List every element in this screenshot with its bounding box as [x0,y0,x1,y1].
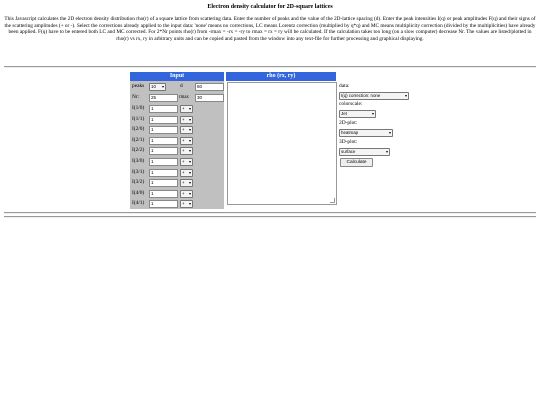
plot3d-select[interactable] [339,148,390,156]
peak-sign-value: + [182,106,185,111]
peak-intensity-input[interactable]: 1 [149,179,178,187]
peak-intensity-input[interactable]: 1 [149,147,178,155]
divider [4,216,536,218]
plot2d-value: heatmap [341,130,359,135]
plot2d-select[interactable] [339,129,393,137]
peak-intensity-input[interactable]: 1 [149,158,178,166]
plot3d-label: 3D-plot: [339,139,358,145]
nr-label: Nr: [132,94,140,100]
chevron-down-icon: ▾ [188,116,191,122]
plot3d-value: surface [341,149,356,154]
peak-sign-select[interactable] [180,137,193,145]
chevron-down-icon: ▾ [188,169,191,175]
peak-intensity-input[interactable]: 1 [149,137,178,145]
peak-label: I(1/1) [132,115,145,122]
chevron-down-icon: ▾ [188,159,191,164]
peak-intensity-input[interactable]: 1 [149,169,178,177]
chevron-down-icon: ▾ [188,137,191,143]
chevron-down-icon: ▾ [371,111,374,116]
divider [4,66,536,68]
nr-input[interactable]: 25 [149,94,178,102]
peaks-value: 10 [151,84,156,89]
resize-handle-icon[interactable] [330,198,335,203]
peak-sign-value: + [182,127,185,133]
rmax-label: rmax [179,95,189,100]
description: This Javascript calculates the 2D electron density distribution rho(r) of a square lattice from scattering data. Enter the number of peaks and the value of the 2D-lattice spacing (d). Enter the peak intensities I(q) or peak amplitudes F(q) and their signs of the scattering amplitudes (+ or -). Select the corrections already applied to the input data: 'none' means no corrections, LC means Lorentz correction (multiplied by q*q) and MC means multiplicity correction (divided by the multiplicities) have already been applied. F(q) have to be entered both LC and MC corrected. For 2*Nr points rho(r) from -rmax = -rx = -ry to rmax = rx = ry will be calculated. If the calculation takes too long (on a slow computer) decrease Nr. The values are listed/plotted in rho(r) vs rx, ry in arbitrary units and can be copied and pasted from the window into any text-file for further processing and graphical displaying. [4,16,536,42]
peak-label: I(4/0) [132,189,145,196]
peak-sign-value: + [182,137,185,143]
peak-label: I(1/0) [132,105,145,111]
divider [4,212,536,214]
chevron-down-icon: ▾ [188,180,191,186]
chevron-down-icon: ▾ [188,148,191,154]
data-correction-select[interactable] [339,92,409,100]
rmax-input[interactable]: 30 [195,94,224,102]
peak-sign-value: + [182,116,185,122]
peak-sign-select[interactable] [180,200,193,208]
peak-sign-value: + [182,190,185,196]
peak-label: I(2/2) [132,147,145,154]
chevron-down-icon: ▾ [161,84,164,89]
d-input[interactable]: 60 [195,83,224,91]
peaks-label: peaks [132,83,145,89]
calculate-button[interactable]: Calculate [340,158,373,167]
peak-label: I(2/0) [132,126,145,133]
peak-sign-select[interactable] [180,116,193,124]
peak-intensity-input[interactable]: 1 [149,116,178,124]
peak-label: I(3/2) [132,179,145,186]
peak-sign-value: + [182,169,185,175]
peaks-select[interactable] [149,83,166,91]
chevron-down-icon: ▾ [188,106,191,111]
chevron-down-icon: ▾ [188,190,191,196]
rho-output-textarea[interactable] [227,82,337,205]
d-label: d [180,83,183,89]
peak-label: I(2/1) [132,136,145,143]
chevron-down-icon: ▾ [188,201,191,207]
peak-sign-select[interactable] [180,147,193,155]
page-title: Electron density calculator for 2D-square lattices [207,4,333,10]
peak-sign-value: + [182,201,185,207]
peak-sign-value: + [182,159,185,164]
rho-header: rho (rx, ry) [226,72,336,81]
peak-label: I(3/1) [132,168,145,175]
peak-intensity-input[interactable]: 1 [149,200,178,208]
input-header: Input [130,72,224,81]
peak-label: I(3/0) [132,158,145,164]
peak-sign-select[interactable] [180,105,193,113]
peak-sign-select[interactable] [180,126,193,134]
peak-sign-value: + [182,180,185,186]
chevron-down-icon: ▾ [385,149,388,154]
plot2d-label: 2D-plot: [339,120,358,126]
colorscale-label: colorscale: [339,101,363,107]
peak-sign-select[interactable] [180,190,193,198]
data-label: data: [339,83,350,89]
peak-sign-select[interactable] [180,158,193,166]
data-correction-value: I(q) correction: none [341,93,381,98]
peak-intensity-input[interactable]: 1 [149,105,178,113]
peak-intensity-input[interactable]: 1 [149,126,178,134]
chevron-down-icon: ▾ [188,127,191,133]
colorscale-select[interactable] [339,110,376,118]
peak-label: I(4/1) [132,200,145,207]
peak-sign-value: + [182,148,185,154]
colorscale-value: Jet [341,111,347,116]
peak-intensity-input[interactable]: 1 [149,190,178,198]
chevron-down-icon: ▾ [404,93,407,98]
chevron-down-icon: ▾ [388,130,391,135]
peak-sign-select[interactable] [180,169,193,177]
peak-sign-select[interactable] [180,179,193,187]
